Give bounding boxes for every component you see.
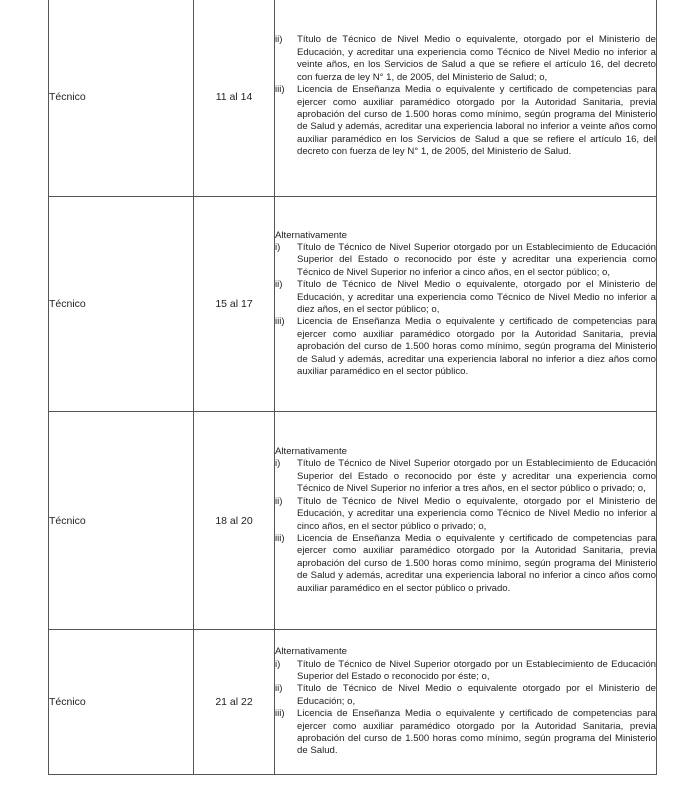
item-number: iii)	[275, 84, 285, 96]
item-text: Licencia de Enseñanza Media o equivalente y certificado de competencias para ejercer como auxiliar paramédico otorgado por la Autoridad Sanitaria, previa aprobación del curso de 1.500 horas como mínimo, según programa del Ministerio de Salud y además, acreditar una experiencia laboral no inferior a veinte años como auxiliar paramédico en los Servicios de Salud a que se refiere el artículo 16, del decreto con fuerza de ley N° 1, de 2005, del Ministerio de Salud.	[297, 84, 656, 158]
cargo-cell: Técnico	[49, 0, 194, 197]
requirements-cell	[275, 412, 657, 630]
requirement-item	[275, 659, 656, 684]
grados-cell: 21 al 22	[194, 630, 275, 775]
grados-cell: 18 al 20	[194, 412, 275, 630]
item-number: ii)	[275, 34, 283, 46]
item-text: Título de Técnico de Nivel Medio o equivalente, otorgado por el Ministerio de Educación, y acreditar una experiencia como Técnico de Nivel Medio no inferior a cinco años, en el sector público o privado; o,	[297, 495, 656, 532]
requirement-item	[275, 242, 656, 279]
table-row	[49, 412, 657, 630]
item-number: iii)	[275, 708, 285, 720]
item-number: ii)	[275, 683, 283, 695]
item-text: Título de Técnico de Nivel Medio o equivalente, otorgado por el Ministerio de Educación, y acreditar una experiencia como Técnico de Nivel Medio no inferior a veinte años, en los Servicios de Salud a que se refiere el artículo 16, del decreto con fuerza de ley N° 1, de 2005, del Ministerio de Salud; o,	[297, 34, 656, 83]
requirement-item	[275, 708, 656, 758]
requirement-item	[275, 533, 656, 595]
cargo-cell: Técnico	[49, 630, 194, 775]
table-row	[49, 197, 657, 412]
requirement-item	[275, 458, 656, 495]
item-text: Título de Técnico de Nivel Medio o equivalente otorgado por el Ministerio de Educación; o,	[297, 683, 656, 707]
item-number: ii)	[275, 495, 283, 507]
alternatively-label: Alternativamente	[275, 446, 347, 458]
cargo-cell: Técnico	[49, 197, 194, 412]
requirement-item	[275, 683, 656, 708]
item-text: Licencia de Enseñanza Media o equivalente y certificado de competencias para ejercer como auxiliar paramédico otorgado por la Autoridad Sanitaria, previa aprobación del curso de 1.500 horas como mínimo, según programa del Ministerio de Salud y además, acreditar una experiencia laboral no inferior a diez años como auxiliar paramédico en el sector público.	[297, 316, 656, 378]
item-text: Título de Técnico de Nivel Superior otorgado por un Establecimiento de Educación Superior del Estado o reconocido por éste y acreditar una experiencia como Técnico de Nivel Superior no inferior a cinco años, en el sector público; o,	[297, 241, 656, 278]
grados-cell: 15 al 17	[194, 197, 275, 412]
item-text: Título de Técnico de Nivel Superior otorgado por un Establecimiento de Educación Superior del Estado o reconocido por éste y acreditar una experiencia como Técnico de Nivel Superior no inferior a tres años, en el sector público o privado; o,	[297, 458, 656, 495]
requirements-cell	[275, 197, 657, 412]
requirements-cell	[275, 630, 657, 775]
table-row	[49, 0, 657, 197]
grados-cell: 11 al 14	[194, 0, 275, 197]
item-text: Licencia de Enseñanza Media o equivalente y certificado de competencias para ejercer como auxiliar paramédico otorgado por la Autoridad Sanitaria, previa aprobación del curso de 1.500 horas como mínimo, según programa del Ministerio de Salud y además, acreditar una experiencia laboral no inferior a cinco años como auxiliar paramédico en el sector público o privado.	[297, 532, 656, 594]
requirement-item	[275, 316, 656, 378]
requirement-item	[275, 496, 656, 533]
item-text: Título de Técnico de Nivel Medio o equivalente, otorgado por el Ministerio de Educación, y acreditar una experiencia como Técnico de Nivel Medio no inferior a diez años, en el sector público; o,	[297, 279, 656, 315]
item-number: i)	[275, 241, 281, 253]
item-number: i)	[275, 458, 281, 470]
table-row	[49, 630, 657, 775]
item-number: i)	[275, 658, 281, 670]
item-number: iii)	[275, 532, 285, 544]
requirement-item	[275, 84, 656, 158]
cargo-cell: Técnico	[49, 412, 194, 630]
requirement-item	[275, 34, 656, 84]
alternatively-label: Alternativamente	[275, 646, 347, 658]
item-text: Licencia de Enseñanza Media o equivalente y certificado de competencias para ejercer como auxiliar paramédico otorgado por la Autoridad Sanitaria, previa aprobación del curso de 1.500 horas como mínimo, según programa del Ministerio de Salud.	[297, 708, 656, 757]
requirements-cell	[275, 0, 657, 197]
item-number: ii)	[275, 279, 283, 291]
requirement-item	[275, 279, 656, 316]
item-number: iii)	[275, 316, 285, 328]
requirements-table	[48, 0, 657, 775]
alternatively-label: Alternativamente	[275, 229, 347, 241]
item-text: Título de Técnico de Nivel Superior otorgado por un Establecimiento de Educación Superior del Estado o reconocido por éste; o,	[297, 658, 656, 682]
